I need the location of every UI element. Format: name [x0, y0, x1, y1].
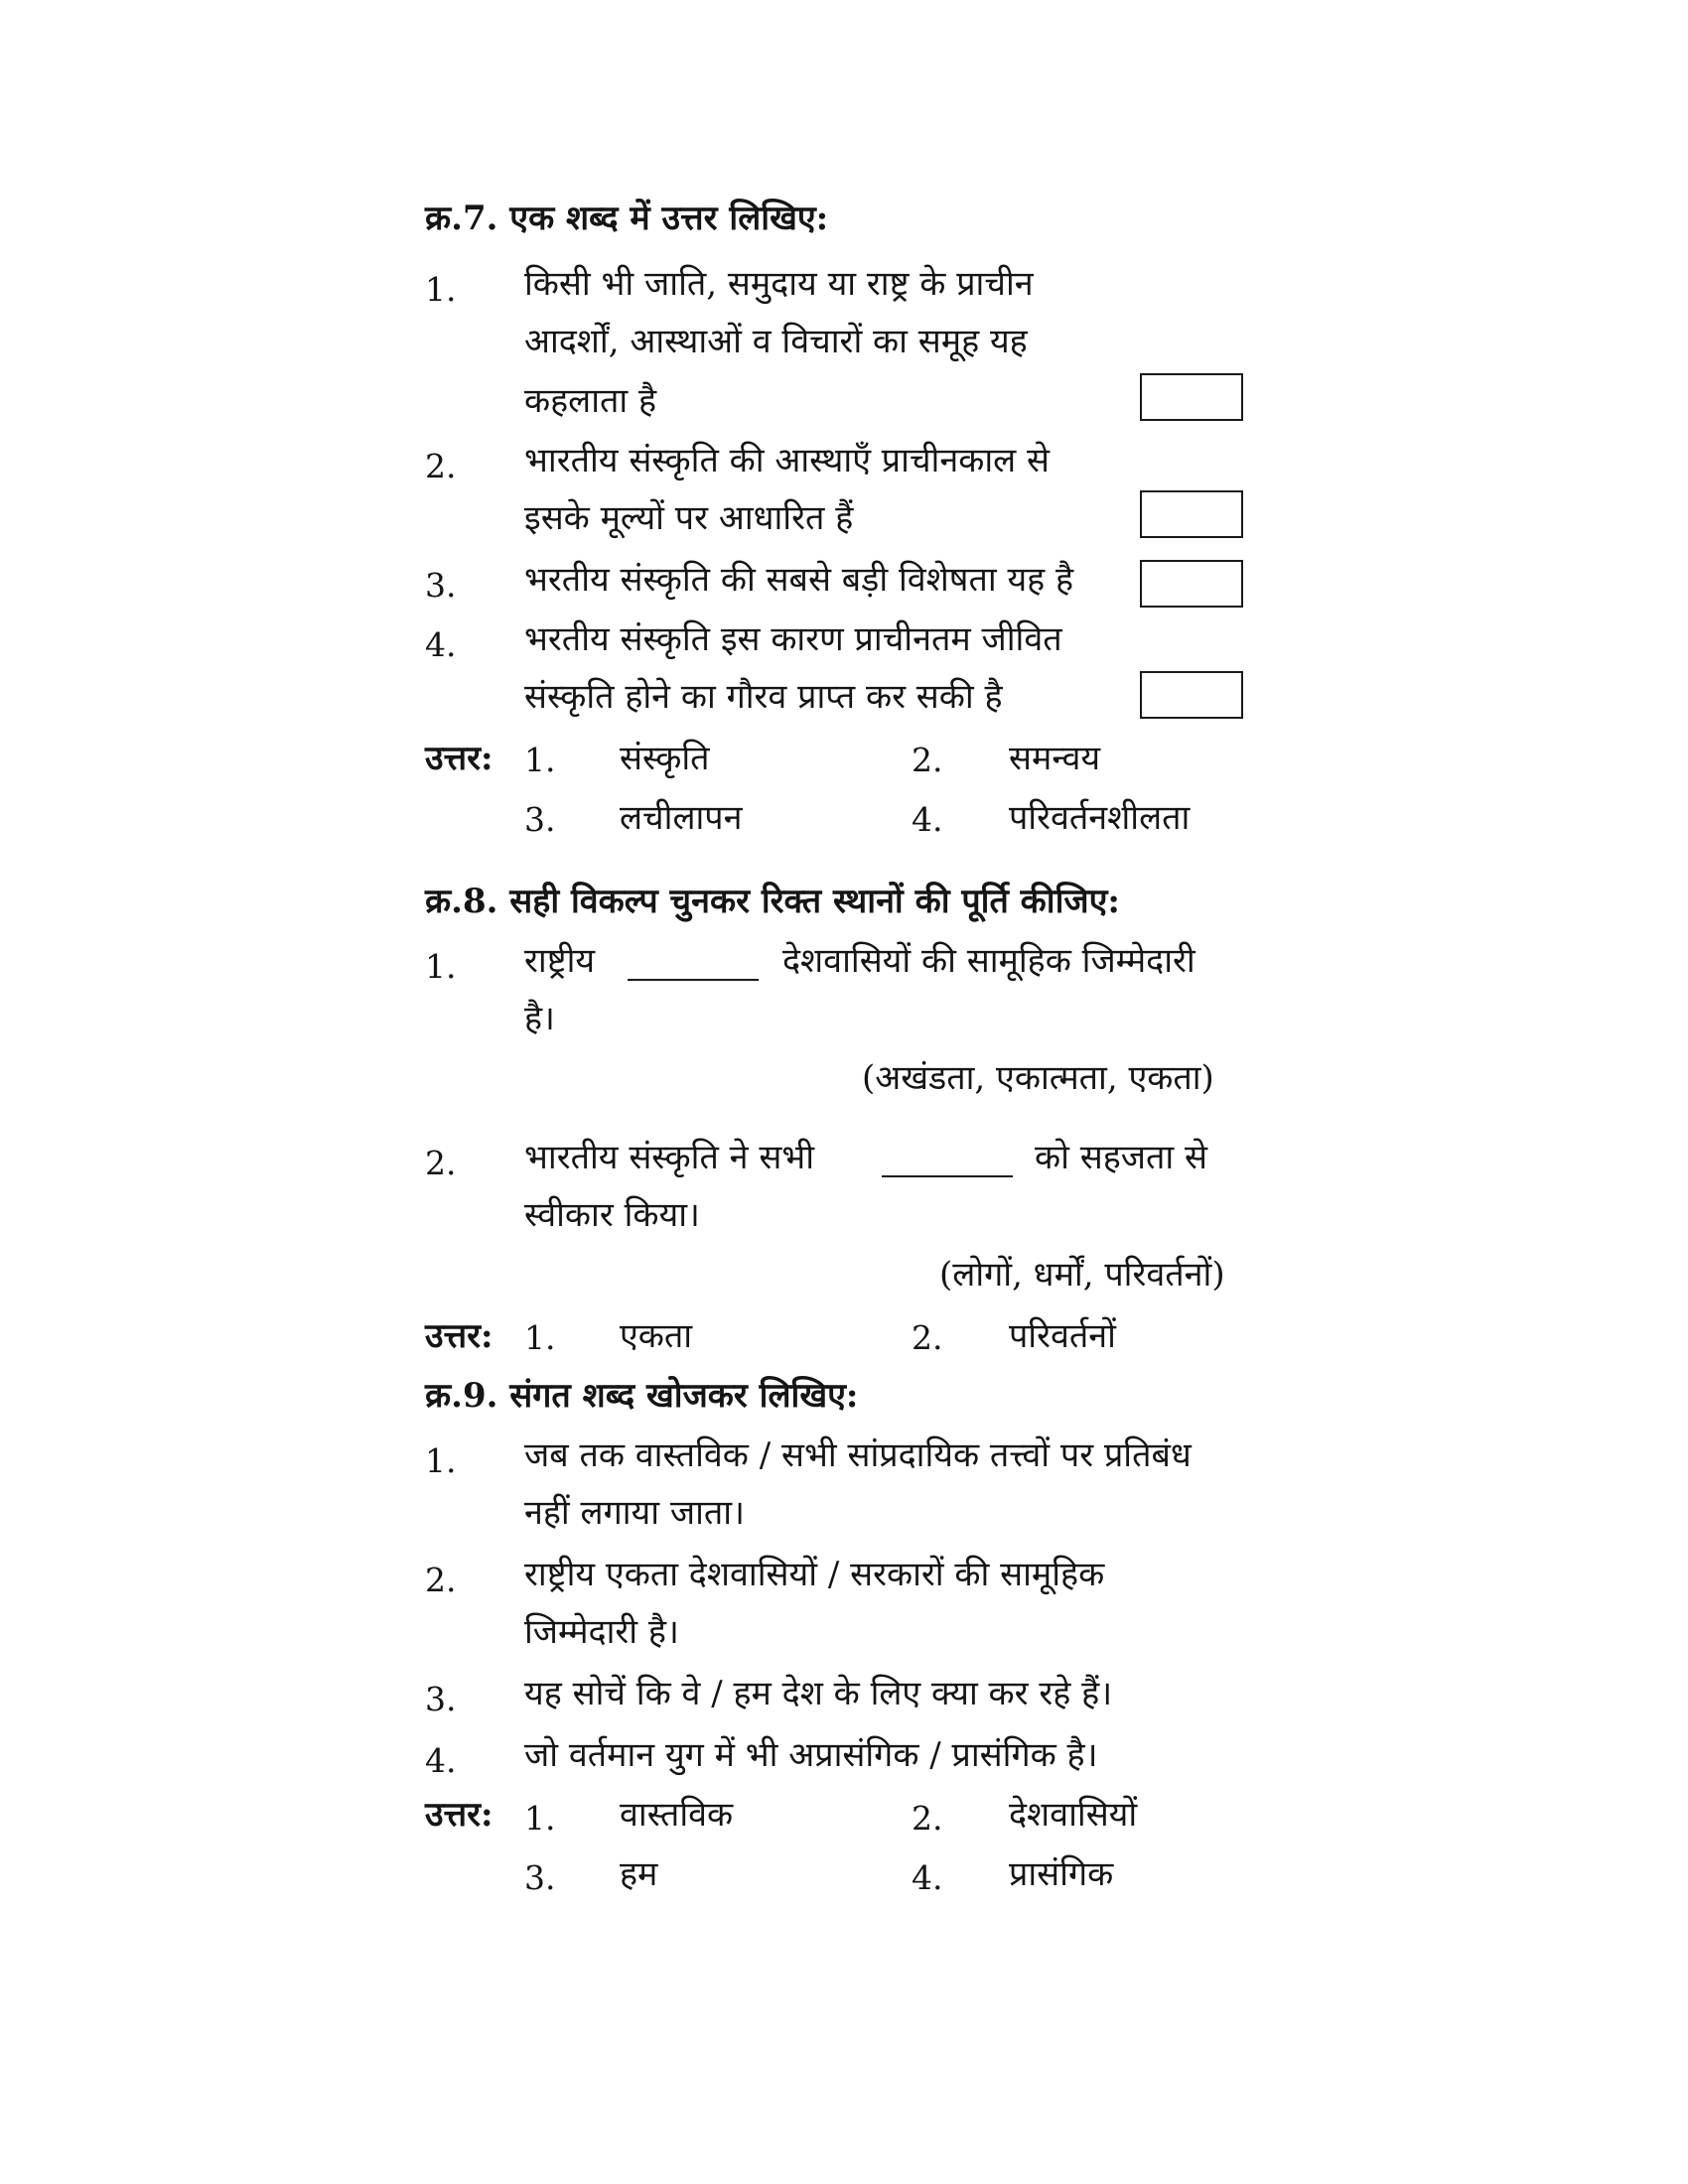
q8-item-2-before: भारतीय संस्कृति ने सभी: [524, 1138, 815, 1177]
q9-item-1-number: 1.: [425, 1441, 457, 1480]
q7-answer-3-text: लचीलापन: [620, 798, 743, 838]
q8-item-2-options: (लोगों, धर्मों, परिवर्तनों): [939, 1255, 1225, 1295]
q7-item-3-answer-box[interactable]: [1140, 560, 1243, 608]
q8-answer-1-number: 1.: [524, 1318, 556, 1357]
q7-item-3-line-1: भरतीय संस्कृति की सबसे बड़ी विशेषता यह है: [524, 560, 1074, 600]
q9-answer-4-text: प्रासंगिक: [1009, 1854, 1114, 1894]
q9-answer-2-number: 2.: [912, 1799, 943, 1838]
q9-item-3-number: 3.: [425, 1680, 457, 1718]
q7-item-2-number: 2.: [425, 447, 457, 485]
q9-answer-1-number: 1.: [524, 1799, 556, 1838]
q7-item-4-number: 4.: [425, 625, 457, 664]
q9-answer-2-text: देशवासियों: [1009, 1795, 1138, 1835]
q8-item-1-after: देशवासियों की सामूहिक जिम्मेदारी: [782, 941, 1196, 981]
q8-item-2-number: 2.: [425, 1144, 457, 1182]
q8-item-1-blank[interactable]: [628, 979, 759, 981]
q8-heading: क्र.8. सही विकल्प चुनकर रिक्त स्थानों की पूर्ति कीजिए:: [425, 882, 1120, 921]
q9-answer-label: उत्तर:: [425, 1795, 493, 1835]
q7-answer-3-number: 3.: [524, 800, 556, 839]
q8-item-2-blank[interactable]: [882, 1175, 1013, 1177]
q8-item-1-before: राष्ट्रीय: [524, 941, 596, 981]
q7-answer-label: उत्तर:: [425, 739, 493, 778]
q7-item-1-answer-box[interactable]: [1140, 373, 1243, 421]
q7-item-4-answer-box[interactable]: [1140, 671, 1243, 719]
q7-heading: क्र.7. एक शब्द में उत्तर लिखिए:: [425, 199, 829, 238]
q9-item-2-line-2: जिम्मेदारी है।: [524, 1612, 679, 1652]
q7-answer-1-text: संस्कृति: [620, 739, 710, 778]
q9-item-1-line-2: नहीं लगाया जाता।: [524, 1493, 745, 1533]
q8-answer-1-text: एकता: [620, 1316, 693, 1356]
q8-answer-label: उत्तर:: [425, 1316, 493, 1356]
q7-item-1-line-2: आदर्शों, आस्थाओं व विचारों का समूह यह: [524, 322, 1028, 361]
q9-item-3-line-1: यह सोचें कि वे / हम देश के लिए क्या कर रहे हैं।: [524, 1674, 1113, 1713]
q8-item-1-line-2: है।: [524, 999, 555, 1038]
q7-item-2-answer-box[interactable]: [1140, 490, 1243, 538]
q7-item-3-number: 3.: [425, 566, 457, 605]
q9-item-2-line-1: राष्ट्रीय एकता देशवासियों / सरकारों की सामूहिक: [524, 1555, 1105, 1594]
q9-answer-3-number: 3.: [524, 1858, 556, 1897]
q9-answer-1-text: वास्तविक: [620, 1795, 734, 1835]
q9-answer-3-text: हम: [620, 1854, 658, 1894]
q9-answer-4-number: 4.: [912, 1858, 943, 1897]
q8-item-2-after: को सहजता से: [1035, 1138, 1207, 1177]
q7-item-1-number: 1.: [425, 270, 457, 309]
q7-answer-2-text: समन्वय: [1009, 739, 1101, 778]
q8-answer-2-number: 2.: [912, 1318, 943, 1357]
q7-answer-1-number: 1.: [524, 741, 556, 779]
q9-item-1-line-1: जब तक वास्तविक / सभी सांप्रदायिक तत्त्वों पर प्रतिबंध: [524, 1435, 1192, 1475]
q7-item-4-line-1: भरतीय संस्कृति इस कारण प्राचीनतम जीवित: [524, 619, 1062, 659]
q9-item-4-line-1: जो वर्तमान युग में भी अप्रासंगिक / प्रासंगिक है।: [524, 1735, 1098, 1775]
q7-answer-4-number: 4.: [912, 800, 943, 839]
q8-answer-2-text: परिवर्तनों: [1009, 1316, 1116, 1356]
q8-item-2-line-2: स्वीकार किया।: [524, 1195, 700, 1235]
q7-answer-4-text: परिवर्तनशीलता: [1009, 798, 1191, 838]
q7-item-2-line-2: इसके मूल्यों पर आधारित हैं: [524, 498, 854, 538]
q9-item-2-number: 2.: [425, 1561, 457, 1599]
q9-heading: क्र.9. संगत शब्द खोजकर लिखिए:: [425, 1376, 859, 1416]
q8-item-1-number: 1.: [425, 947, 457, 986]
q9-item-4-number: 4.: [425, 1741, 457, 1780]
q8-item-1-options: (अखंडता, एकात्मता, एकता): [862, 1058, 1214, 1098]
q7-item-1-line-1: किसी भी जाति, समुदाय या राष्ट्र के प्राचीन: [524, 264, 1034, 304]
q7-answer-2-number: 2.: [912, 741, 943, 779]
q7-item-2-line-1: भारतीय संस्कृति की आस्थाएँ प्राचीनकाल से: [524, 441, 1050, 480]
q7-item-4-line-2: संस्कृति होने का गौरव प्राप्त कर सकी है: [524, 677, 1003, 717]
q7-item-1-line-3: कहलाता है: [524, 381, 657, 421]
